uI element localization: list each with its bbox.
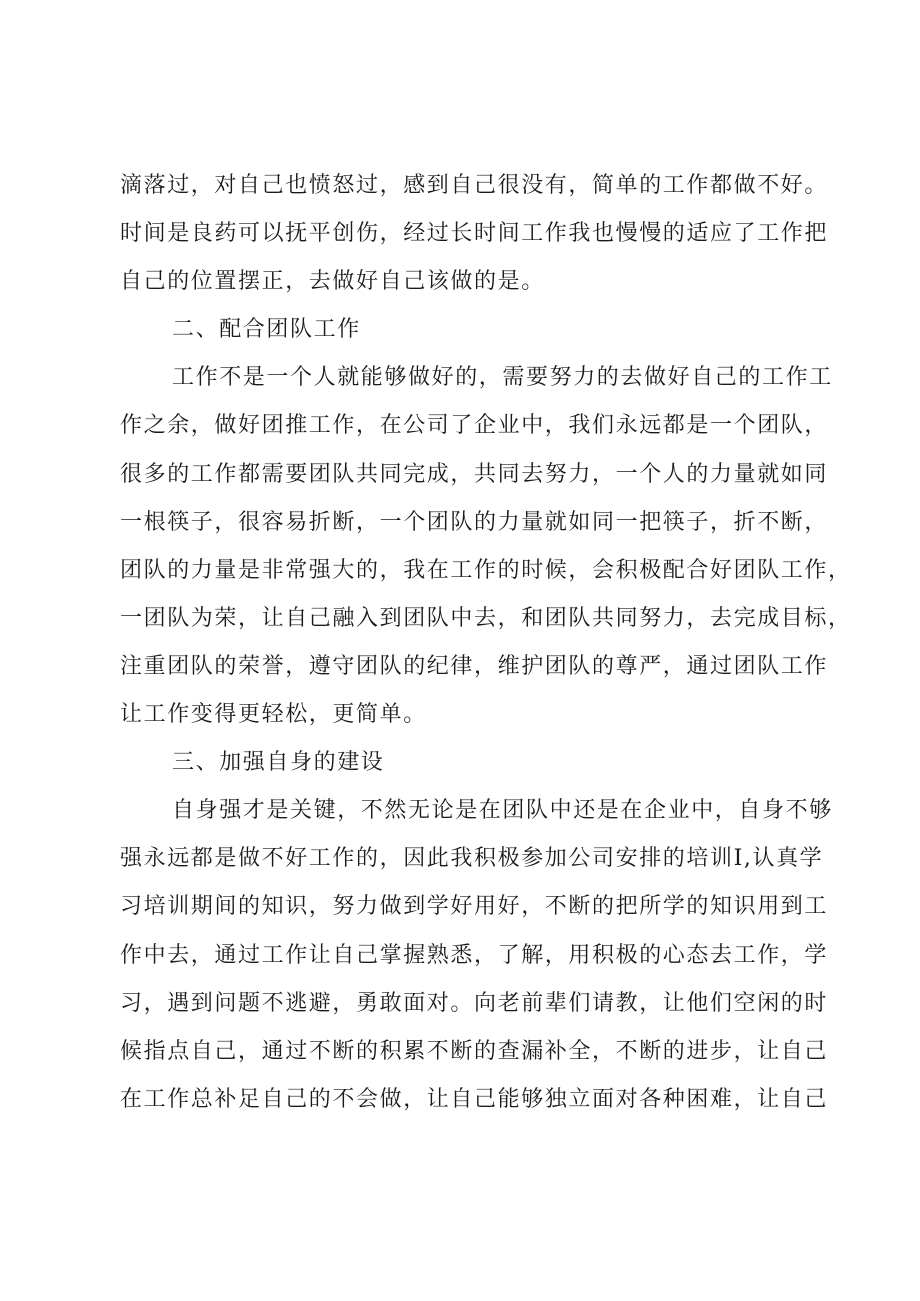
- text-line: 在工作总补足自己的不会做，让自己能够独立面对各种困难，让自己: [120, 1086, 829, 1112]
- text-line: 强永远都是做不好工作的，因此我积极参加公司安排的培训I,认真学: [120, 846, 824, 872]
- text-line: 注重团队的荣誉，遵守团队的纪律，维护团队的尊严，通过团队工作: [120, 653, 829, 679]
- text-line: 很多的工作都需要团队共同完成，共同去努力，一个人的力量就如同: [120, 461, 829, 487]
- text-line: 自己的位置摆正，去做好自己该做的是。: [120, 269, 545, 295]
- text-line: 团队的力量是非常强大的，我在工作的时候，会积极配合好团队工作，: [120, 557, 852, 583]
- text-line: 作之余，做好团推工作，在公司了企业中，我们永远都是一个团队，: [120, 413, 829, 439]
- text-line: 一团队为荣，让自己融入到团队中去，和团队共同努力，去完成目标，: [120, 605, 852, 631]
- text-line: 候指点自己，通过不断的积累不断的查漏补全，不断的进步，让自己: [120, 1038, 829, 1064]
- text-line: 工作不是一个人就能够做好的，需要努力的去做好自己的工作工: [172, 365, 833, 391]
- text-line: 时间是良药可以抚平创伤，经过长时间工作我也慢慢的适应了工作把: [120, 221, 829, 247]
- section-heading: 三、加强自身的建设: [172, 750, 385, 776]
- text-line: 习，遇到问题不逃避，勇敢面对。向老前辈们请教，让他们空闲的时: [120, 990, 829, 1016]
- text-line: 让工作变得更轻松，更简单。: [120, 702, 427, 728]
- text-line: 习培训期间的知识，努力做到学好用好，不断的把所学的知识用到工: [120, 894, 829, 920]
- text-line: 自身强才是关键，不然无论是在团队中还是在企业中，自身不够: [172, 798, 833, 824]
- document-body: [120, 162, 852, 1124]
- text-line: 作中去，通过工作让自己掌握熟悉，了解，用积极的心态去工作，学: [120, 942, 829, 968]
- text-line: 一根筷子，很容易折断，一个团队的力量就如同一把筷子，折不断，: [120, 509, 829, 535]
- text-line: 滴落过，对自己也愤怒过，感到自己很没有，简单的工作都做不好。: [120, 173, 829, 198]
- section-heading: 二、配合团队工作: [172, 317, 361, 343]
